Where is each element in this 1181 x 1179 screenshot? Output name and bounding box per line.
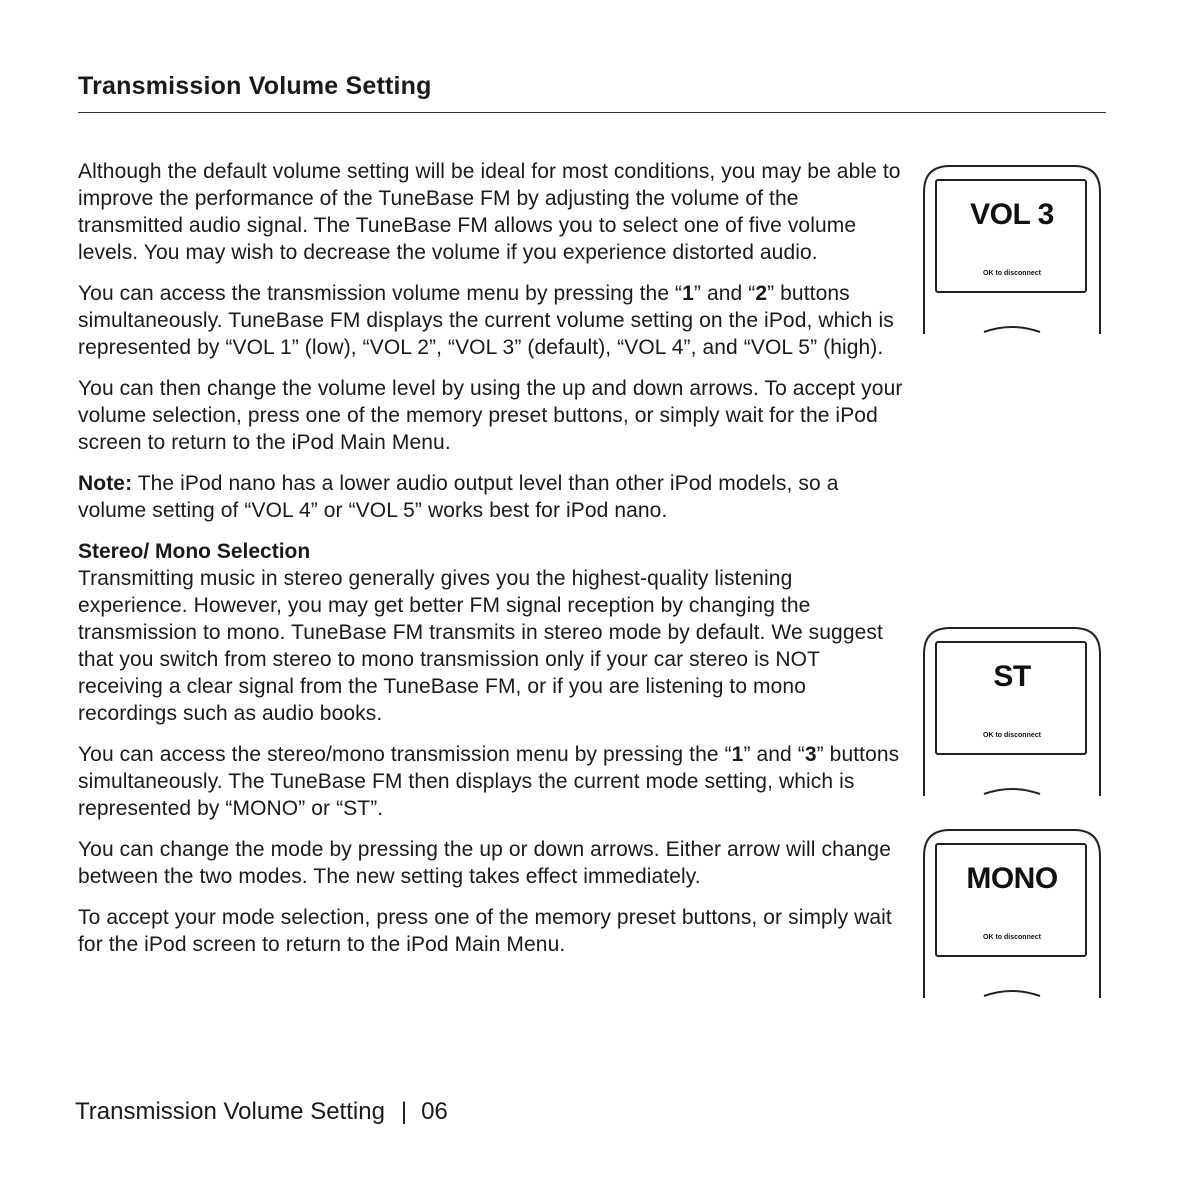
paragraph-volume-change: You can then change the volume level by using the up and down arrows. To accept your volume selection, press one of the memory preset buttons, or simply wait for the iPod screen to return to the iPod Main Menu. xyxy=(78,377,903,454)
ipod-screen-text: MONO xyxy=(966,862,1058,895)
ipod-screen-subtext: OK to disconnect xyxy=(983,934,1041,941)
paragraph-intro: Although the default volume setting will be ideal for most conditions, you may be able to improve the performance of the TuneBase FM by adjusting the volume of the transmitted audio signal. The TuneBase FM allows you to select one of five volume levels. You may wish to decrease the volume if you experience distorted audio. xyxy=(78,160,901,264)
title-divider xyxy=(78,112,1106,113)
ipod-screen-text: VOL 3 xyxy=(970,198,1054,231)
ipod-outline-icon xyxy=(922,626,1102,796)
ipod-illustration-stereo xyxy=(922,626,1102,796)
note-label: Note: xyxy=(78,472,133,495)
page-title: Transmission Volume Setting xyxy=(78,72,432,100)
main-text-column xyxy=(78,158,903,972)
footer-section-title: Transmission Volume Setting xyxy=(75,1098,385,1125)
ipod-outline-icon xyxy=(922,164,1102,334)
footer-separator: | xyxy=(400,1098,408,1125)
paragraph-mode-accept: To accept your mode selection, press one of the memory preset buttons, or simply wait for the iPod screen to return to the iPod Main Menu. xyxy=(78,906,892,956)
ipod-illustration-vol xyxy=(922,164,1102,334)
paragraph-mode-change: You can change the mode by pressing the up or down arrows. Either arrow will change between the two modes. The new setting takes effect immediately. xyxy=(78,838,891,888)
page-footer xyxy=(75,1098,448,1126)
paragraph-mode-access: You can access the stereo/mono transmission menu by pressing the “1” and “3” buttons simultaneously. The TuneBase FM then displays the current mode setting, which is represented by “MONO” or “ST”. xyxy=(78,743,900,820)
button-1-ref: 1 xyxy=(731,743,744,766)
button-2-ref: 2 xyxy=(755,282,768,305)
page-number: 06 xyxy=(421,1098,448,1125)
paragraph-note: Note: The iPod nano has a lower audio output level than other iPod models, so a volume setting of “VOL 4” or “VOL 5” works best for iPod nano. xyxy=(78,472,839,522)
ipod-screen-subtext: OK to disconnect xyxy=(983,270,1041,277)
ipod-screen-text: ST xyxy=(993,660,1031,693)
button-1-ref: 1 xyxy=(682,282,694,305)
paragraph-volume-access: You can access the transmission volume menu by pressing the “1” and “2” buttons simultaneously. TuneBase FM displays the current volume setting on the iPod, which is represented by “VOL 1” (low), “VOL 2”, “VOL 3” (default), “VOL 4”, and “VOL 5” (high). xyxy=(78,282,894,359)
ipod-illustration-mono xyxy=(922,828,1102,998)
paragraph-stereo-intro: Transmitting music in stereo generally gives you the highest-quality listening experience. However, you may get better FM signal reception by changing the transmission to mono. TuneBase FM transmits in stereo mode by default. We suggest that you switch from stereo to mono transmission only if your car stereo is NOT receiving a clear signal from the TuneBase FM, or if you are listening to mono recordings such as audio books. xyxy=(78,567,883,725)
ipod-outline-icon xyxy=(922,828,1102,998)
button-3-ref: 3 xyxy=(804,743,817,766)
ipod-screen-subtext: OK to disconnect xyxy=(983,732,1041,739)
sub-heading-stereo-mono: Stereo/ Mono Selection xyxy=(78,540,311,563)
